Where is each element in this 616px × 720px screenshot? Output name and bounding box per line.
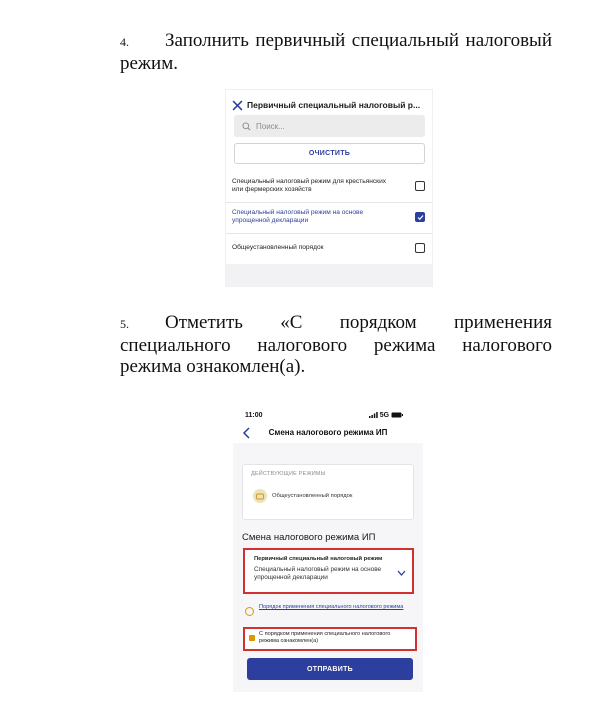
- field-value: Специальный налоговый режим на основе упрощенной декларации: [254, 566, 382, 581]
- status-network: [369, 412, 403, 419]
- agree-text: С порядком применения специального налогового режима ознакомлен(а): [259, 631, 391, 644]
- screenshot-regime-select: [226, 90, 432, 286]
- step-4-instruction: Заполнить первичный специальный налоговый режим.: [120, 30, 552, 74]
- checkbox-checked[interactable]: [415, 212, 425, 222]
- divider: [226, 202, 432, 203]
- step-5-text: [120, 312, 552, 377]
- current-regimes-card: [242, 464, 414, 520]
- step-4-text: [120, 30, 552, 74]
- step-5-number: 5.: [120, 317, 129, 331]
- option-label: Общеустановленный порядок: [232, 244, 324, 251]
- current-regimes-label: ДЕЙСТВУЮЩИЕ РЕЖИМЫ: [251, 471, 326, 477]
- search-placeholder: Поиск...: [256, 121, 285, 131]
- checkbox[interactable]: [415, 181, 425, 191]
- info-icon: [245, 607, 254, 616]
- divider: [226, 233, 432, 234]
- option-general[interactable]: [232, 243, 425, 253]
- nav-bar: [233, 423, 423, 443]
- agree-checkbox[interactable]: [249, 635, 255, 641]
- modal-header: [232, 96, 428, 114]
- modal-title: Первичный специальный налоговый р...: [247, 100, 421, 110]
- nav-title: Смена налогового режима ИП: [268, 428, 388, 437]
- close-icon[interactable]: [232, 100, 243, 111]
- regime-rules-link[interactable]: Порядок применения специального налогового режима: [259, 604, 404, 610]
- regime-select-field[interactable]: [243, 548, 414, 594]
- option-farm[interactable]: [232, 178, 425, 194]
- status-bar: [233, 407, 423, 423]
- option-label: Специальный налоговый режим для крестьянских или фермерских хозяйств: [232, 178, 387, 193]
- chevron-down-icon[interactable]: [397, 570, 406, 576]
- current-regime-name: Общеустановленный порядок: [272, 493, 353, 499]
- checkbox[interactable]: [415, 243, 425, 253]
- regime-icon: [253, 489, 267, 503]
- search-input[interactable]: [234, 115, 425, 137]
- checkmark-icon: [417, 214, 424, 221]
- search-icon: [242, 122, 251, 131]
- option-label: Специальный налоговый режим на основе упрощенной декларации: [232, 209, 364, 224]
- section-title: Смена налогового режима ИП: [242, 532, 376, 543]
- status-time: 11:00: [245, 412, 263, 419]
- field-label: Первичный специальный налоговый режим: [254, 556, 383, 562]
- step-5-instruction: Отметить «С порядком применения специального налогового режима налогового режима ознакомлен(а).: [120, 312, 552, 377]
- screenshot-regime-change: [233, 407, 423, 692]
- network-type: 5G: [379, 412, 390, 419]
- step-4-number: 4.: [120, 35, 129, 49]
- option-simplified[interactable]: [232, 209, 425, 225]
- submit-button[interactable]: ОТПРАВИТЬ: [247, 658, 413, 680]
- signal-icon: [369, 412, 378, 418]
- battery-icon: [391, 412, 403, 418]
- modal-footer: [226, 264, 432, 286]
- agree-checkbox-row[interactable]: [243, 627, 417, 651]
- clear-button[interactable]: ОЧИСТИТЬ: [234, 143, 425, 164]
